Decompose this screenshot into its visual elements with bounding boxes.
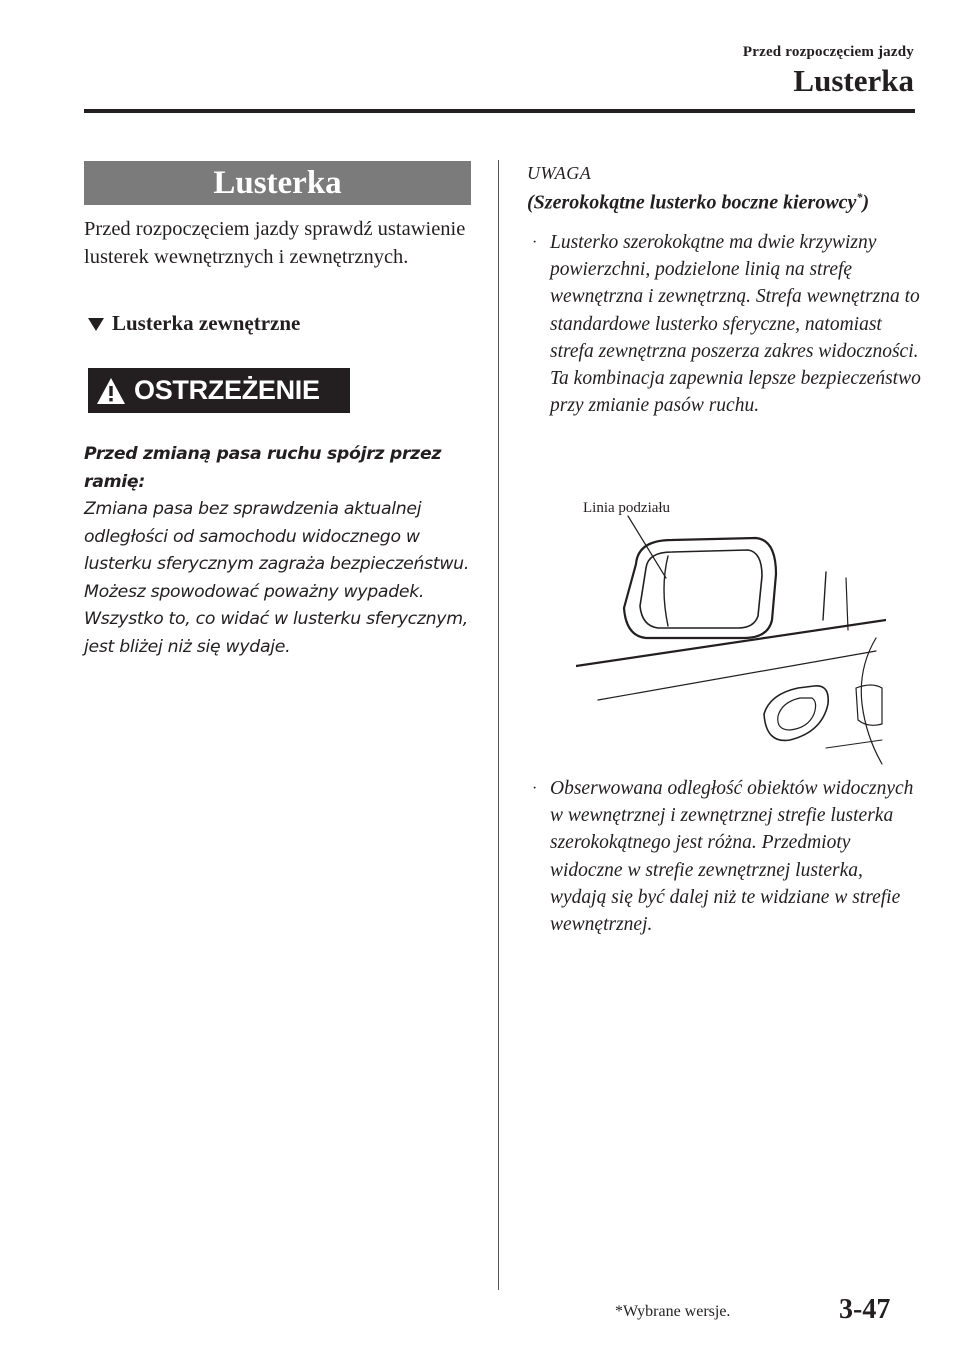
intro-text: Przed rozpoczęciem jazdy sprawdź ustawienie lusterek wewnętrznych i zewnętrznych. <box>84 218 466 268</box>
footnote: *Wybrane wersje. <box>615 1303 731 1320</box>
warning-body: Zmiana pasa bez sprawdzenia aktualnej odległości od samochodu widocznego w lusterku sferycznym zagraża bezpieczeństwu. Możesz spowodować poważny wypadek. Wszystko to, co widać w lusterku sferycznym, jest bliżej niż się wydaje. <box>84 499 470 657</box>
chapter-title: Przed rozpoczęciem jazdy <box>742 44 914 60</box>
bullet-dot: · <box>532 234 538 251</box>
subheading <box>88 311 300 336</box>
header-rule <box>84 109 915 113</box>
warning-text <box>84 441 484 661</box>
figure-label: Linia podziału <box>583 500 671 516</box>
bullet-dot: · <box>532 780 538 797</box>
page-title: Lusterka <box>793 63 914 98</box>
list-item <box>532 775 922 938</box>
subheading-label: Lusterka zewnętrzne <box>112 311 301 335</box>
warning-lead: Przed zmianą pasa ruchu spójrz przez ramię: <box>84 444 442 492</box>
note-title: UWAGA <box>527 163 592 183</box>
note-subtitle-mark: * <box>856 190 863 204</box>
warning-icon <box>96 377 126 405</box>
triangle-down-icon <box>88 318 104 331</box>
list-item-text: Lusterko szerokokątne ma dwie krzywizny powierzchni, podzielone linią na strefę wewnętrzna i zewnętrzną. Strefa wewnętrzna to standardowe lusterko sferyczne, natomiast strefa zewnętrzna poszerza zakres widoczności. Ta kombinacja zapewnia lepsze bezpieczeństwo przy zmianie pasów ruchu. <box>550 232 921 417</box>
mirror-illustration <box>576 488 886 772</box>
section-title: Lusterka <box>84 161 471 205</box>
page-number: 3-47 <box>839 1294 891 1325</box>
list-item-text: Obserwowana odległość obiektów widocznych w wewnętrznej i zewnętrznej strefie lusterka szerokokątnego jest różna. Przedmioty widoczne w strefie zewnętrznej lusterka, wydają się być dalej niż te widziane w strefie wewnętrznej. <box>550 778 914 936</box>
warning-label: OSTRZEŻENIE <box>134 375 320 405</box>
note-subtitle-text: (Szerokokątne lusterko boczne kierowcy <box>527 191 857 214</box>
note-subtitle <box>527 190 869 215</box>
column-divider <box>498 160 499 1290</box>
warning-banner <box>88 368 350 413</box>
note-subtitle-end: ) <box>862 191 870 214</box>
list-item <box>532 229 922 419</box>
